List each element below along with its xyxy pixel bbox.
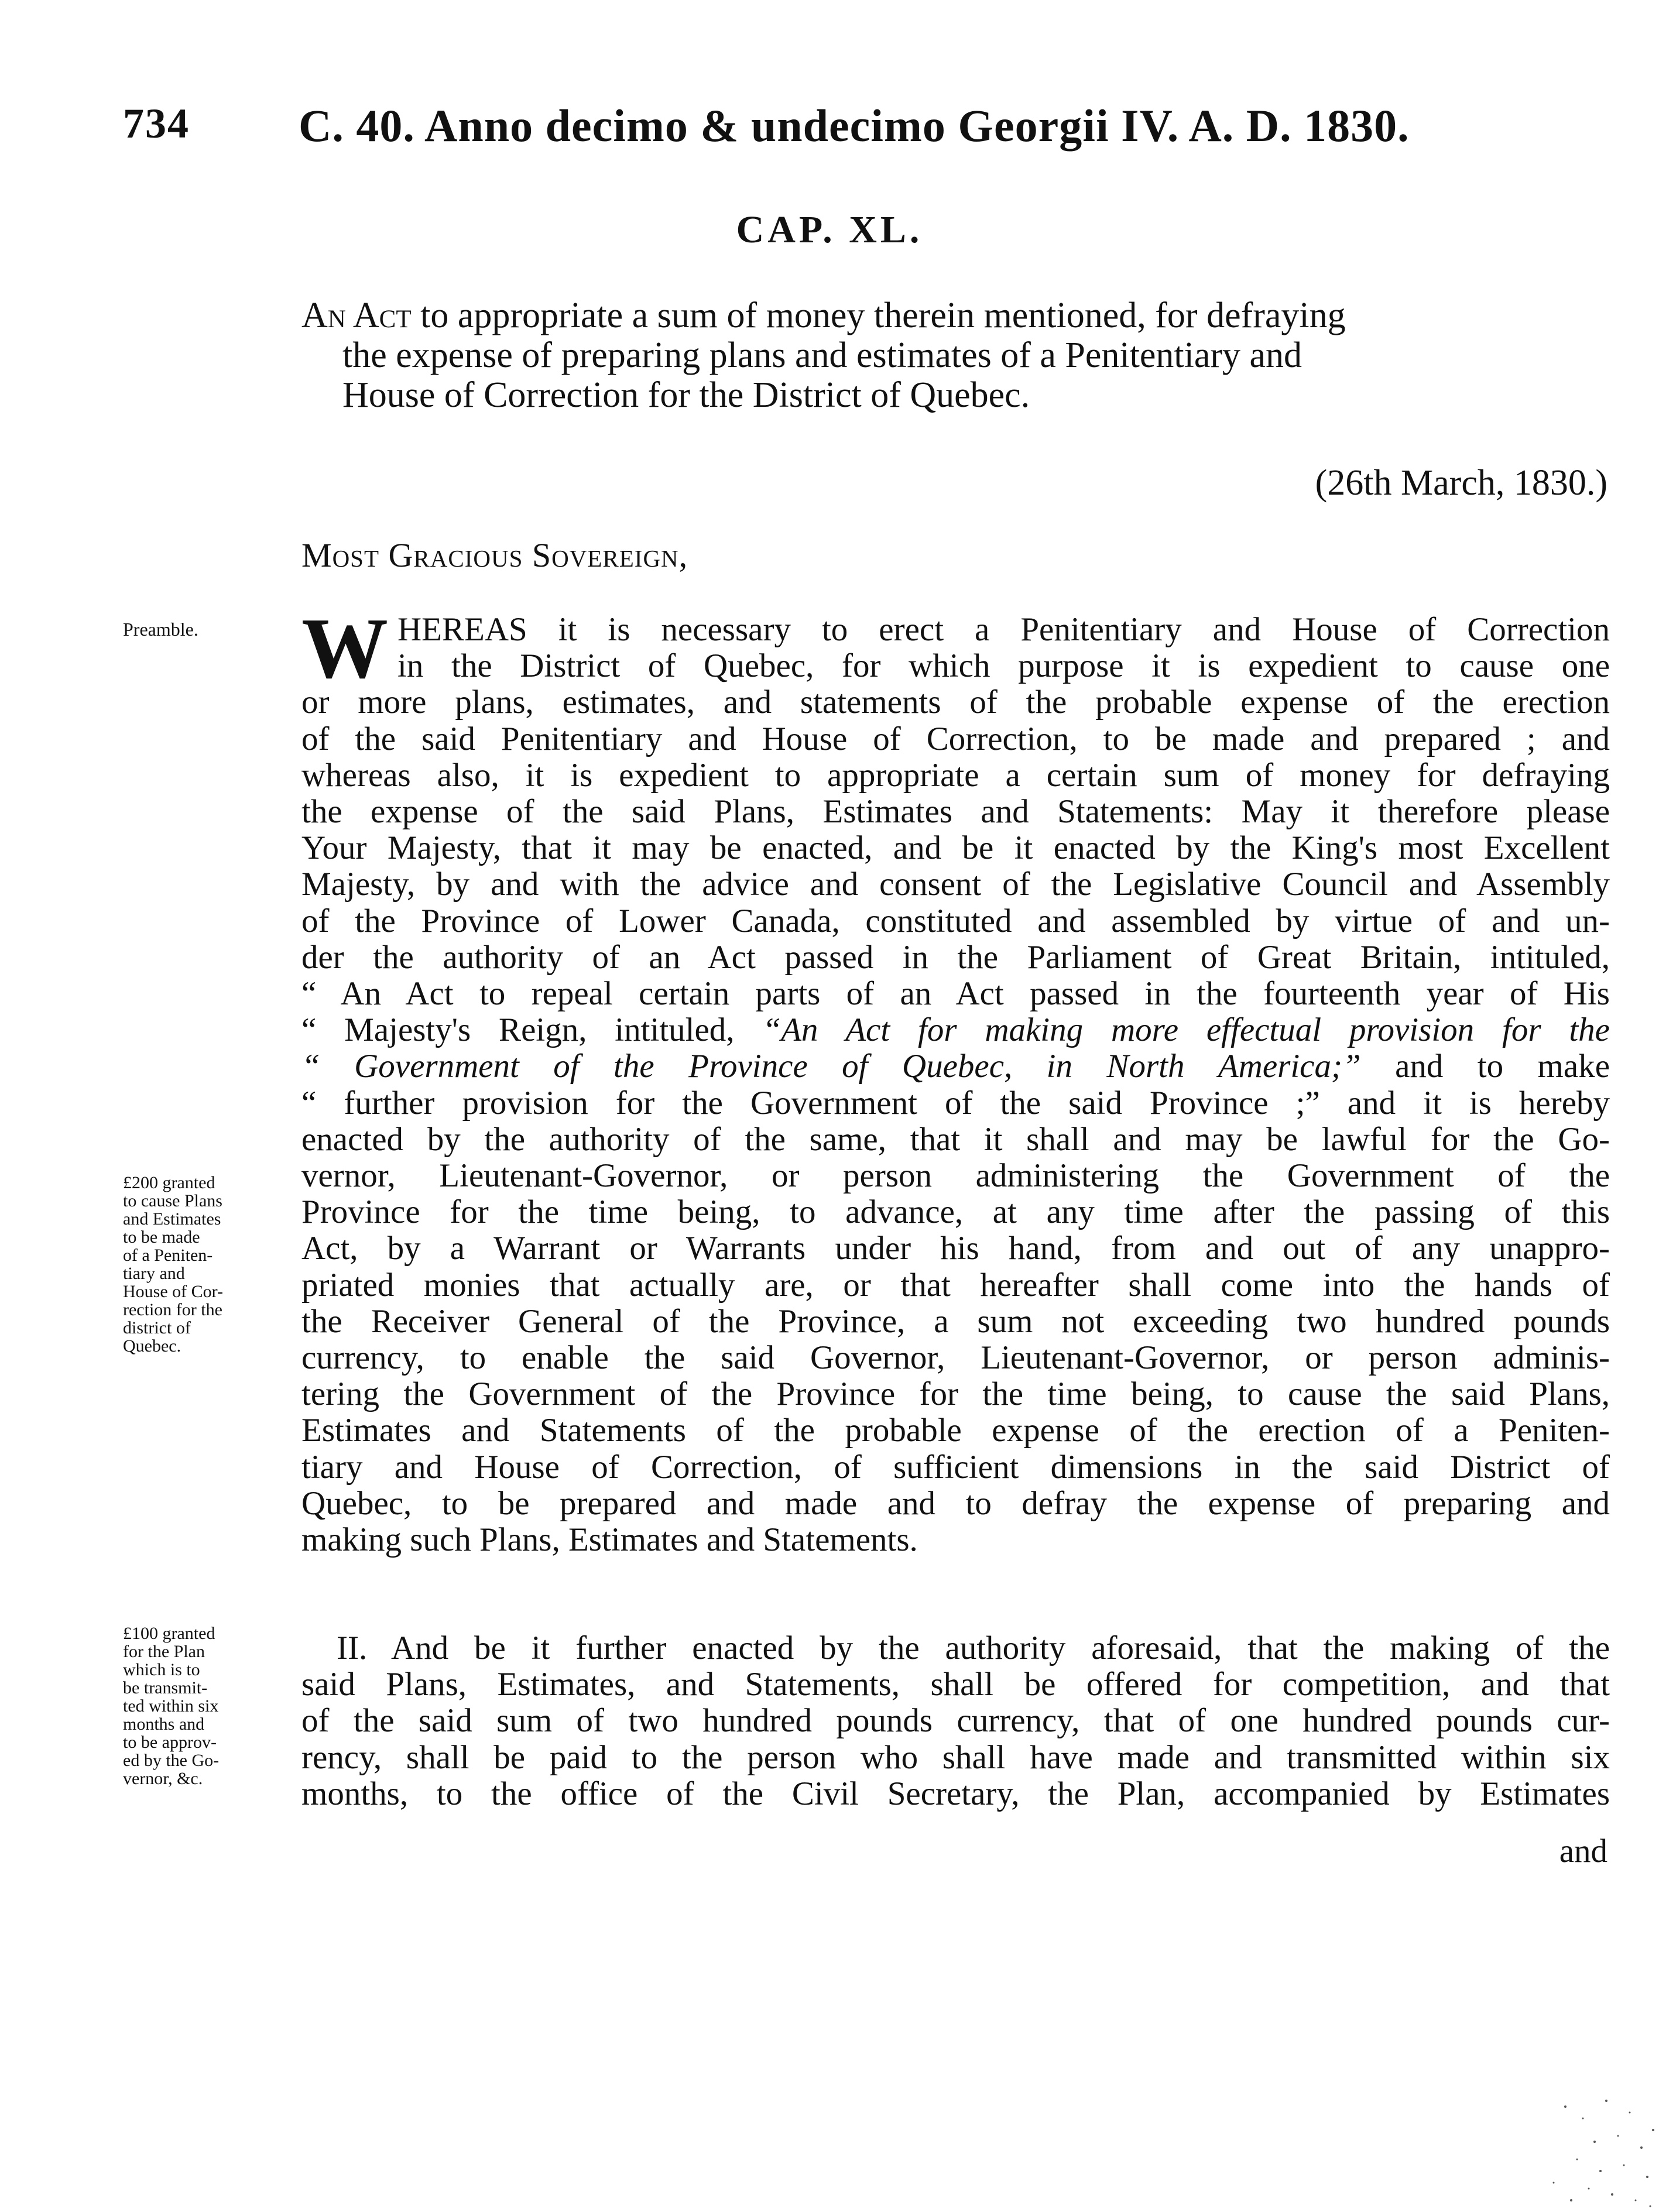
act-title-lead: An Act — [301, 296, 412, 335]
margin-note-line: and Estimates — [123, 1209, 221, 1229]
margin-note-line: ed by the Go- — [123, 1751, 220, 1770]
body-line: currency, to enable the said Governor, Lieutenant-Governor, or person adminis- — [301, 1339, 1610, 1377]
margin-note-line: Quebec. — [123, 1336, 181, 1356]
margin-note-line: Preamble. — [123, 619, 198, 640]
quoted-line-roman: “ Majesty's Reign, intituled, — [301, 1011, 763, 1049]
body-line: Act, by a Warrant or Warrants under his hand, from and out of any unappro- — [301, 1230, 1610, 1267]
body-line: the expense of the said Plans, Estimates and Statements: May it therefore please — [301, 793, 1610, 831]
body-line: the Receiver General of the Province, a sum not exceeding two hundred pounds — [301, 1302, 1610, 1340]
salutation: Most Gracious Sovereign, — [301, 536, 688, 574]
act-title-line: the expense of preparing plans and estimates of a Penitentiary and — [342, 335, 1302, 375]
act-date: (26th March, 1830.) — [1315, 463, 1607, 503]
margin-note-line: to cause Plans — [123, 1191, 222, 1210]
drop-cap: W — [301, 601, 388, 697]
margin-note-line: months and — [123, 1714, 205, 1734]
print-noise-speckles — [1542, 2083, 1659, 2212]
quoted-line-italic: “ Government of the Province of Quebec, in North America;” — [301, 1048, 1361, 1085]
margin-note-line: to be made — [123, 1227, 200, 1247]
margin-note-grant-200 — [123, 1174, 281, 1355]
margin-note-line: to be approv- — [123, 1733, 217, 1752]
margin-note-line: district of — [123, 1318, 191, 1338]
body-line: II. And be it further enacted by the authority aforesaid, that the making of the — [337, 1630, 1610, 1666]
running-header — [123, 100, 1610, 164]
body-line: of the said Penitentiary and House of Correction, to be made and prepared ; and — [301, 720, 1610, 757]
body-line: rency, shall be paid to the person who shall have made and transmitted within six — [301, 1738, 1610, 1776]
body-line: whereas also, it is expedient to appropriate a certain sum of money for defraying — [301, 756, 1610, 794]
body-line: vernor, Lieutenant-Governor, or person administering the Government of the — [301, 1157, 1610, 1195]
body-line: enacted by the authority of the same, that it shall and may be lawful for the Go- — [301, 1120, 1610, 1158]
body-line: of the said sum of two hundred pounds currency, that of one hundred pounds cur- — [301, 1702, 1610, 1740]
act-title-line1-rest: to appropriate a sum of money therein mentioned, for defraying — [411, 296, 1346, 335]
quoted-line: “ further provision for the Government of the said Province ;” and it is hereby — [301, 1084, 1610, 1122]
body-line: said Plans, Estimates, and Statements, shall be offered for competition, and that — [301, 1666, 1610, 1703]
body-line: der the authority of an Act passed in the Parliament of Great Britain, intituled, — [301, 938, 1610, 976]
margin-note-line: for the Plan — [123, 1642, 205, 1661]
body-line: Estimates and Statements of the probable expense of the erection of a Peniten- — [301, 1412, 1610, 1449]
running-head: C. 40. Anno decimo & undecimo Georgii IV. A. D. 1830. — [299, 100, 1410, 151]
act-title-line: House of Correction for the District of Quebec. — [342, 375, 1030, 415]
margin-note-line: £200 granted — [123, 1173, 215, 1192]
margin-note-line: House of Cor- — [123, 1282, 224, 1301]
body-line: tering the Government of the Province for the time being, to cause the said Plans, — [301, 1376, 1610, 1413]
quoted-line — [301, 1048, 1610, 1085]
body-line: Province for the time being, to advance, at any time after the passing of this — [301, 1194, 1610, 1231]
catchword: and — [1559, 1833, 1607, 1870]
body-line: tiary and House of Correction, of sufficient dimensions in the said District of — [301, 1448, 1610, 1486]
body-line: of the Province of Lower Canada, constituted and assembled by virtue of and un- — [301, 902, 1610, 939]
margin-note-line: £100 granted — [123, 1624, 215, 1643]
chapter-heading: CAP. XL. — [736, 208, 923, 251]
body-line: HEREAS it is necessary to erect a Penitentiary and House of Correction — [397, 611, 1610, 648]
body-line: Majesty, by and with the advice and consent of the Legislative Council and Assembly — [301, 866, 1610, 903]
margin-note-line: be transmit- — [123, 1678, 208, 1697]
preamble-text — [301, 601, 1610, 1559]
quoted-line: “ An Act to repeal certain parts of an Act passed in the fourteenth year of His — [301, 975, 1610, 1013]
quoted-line-roman: and to make — [1360, 1048, 1610, 1085]
margin-note-line: which is to — [123, 1660, 200, 1679]
body-line: priated monies that actually are, or that hereafter shall come into the hands of — [301, 1266, 1610, 1304]
margin-note-preamble — [123, 620, 281, 639]
body-line: Quebec, to be prepared and made and to defray the expense of preparing and — [301, 1484, 1610, 1522]
margin-note-line: tiary and — [123, 1264, 185, 1283]
page-number: 734 — [123, 100, 190, 147]
act-title-line — [301, 296, 1613, 335]
act-title — [301, 296, 1613, 415]
margin-note-line: ted within six — [123, 1696, 219, 1716]
body-line: making such Plans, Estimates and Statements. — [301, 1521, 918, 1559]
quoted-line — [301, 1012, 1610, 1048]
body-line: or more plans, estimates, and statements of the probable expense of the erection — [301, 684, 1610, 721]
body-line: Your Majesty, that it may be enacted, and be it enacted by the King's most Excellent — [301, 829, 1610, 867]
section-2-text — [301, 1630, 1610, 1812]
quoted-line-italic: “An Act for making more effectual provision for the — [762, 1011, 1610, 1049]
body-line: in the District of Quebec, for which purpose it is expedient to cause one — [397, 647, 1610, 685]
body-line: months, to the office of the Civil Secretary, the Plan, accompanied by Estimates — [301, 1775, 1610, 1812]
margin-note-line: of a Peniten- — [123, 1246, 213, 1265]
margin-note-line: rection for the — [123, 1300, 222, 1319]
dropcap-paragraph-start — [301, 601, 1610, 697]
margin-note-line: vernor, &c. — [123, 1769, 203, 1788]
margin-note-grant-100 — [123, 1624, 281, 1788]
